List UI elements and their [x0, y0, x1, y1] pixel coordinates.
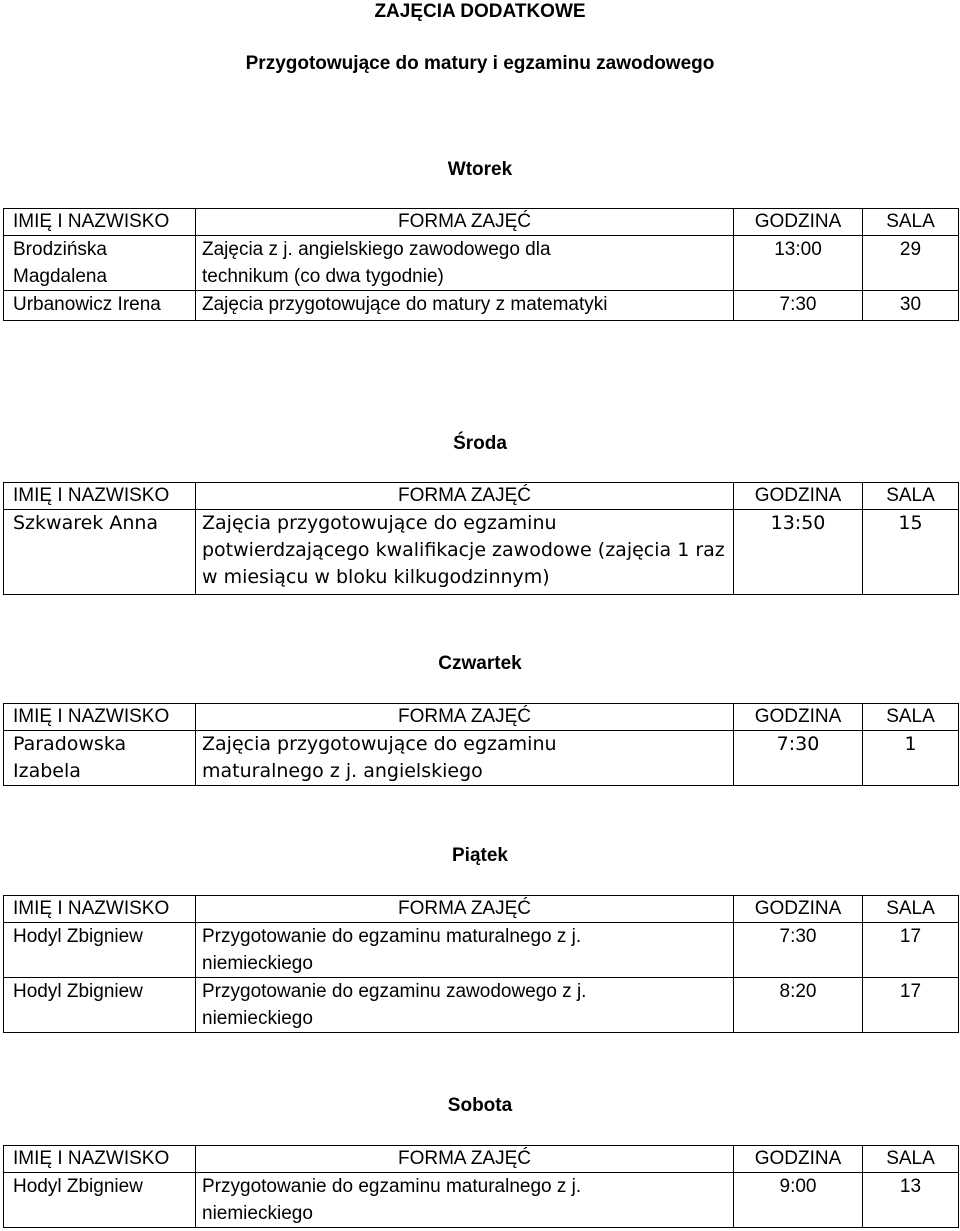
- header-form: FORMA ZAJĘĆ: [196, 704, 734, 731]
- header-name: IMIĘ I NAZWISKO: [4, 483, 196, 510]
- row-room: 17: [863, 923, 959, 978]
- row-name: Hodyl Zbigniew: [4, 978, 196, 1033]
- day-heading-wednesday: Środa: [453, 433, 507, 454]
- row-form: Zajęcia przygotowujące do matury z matematyki: [196, 291, 734, 321]
- table-row: [4, 1173, 959, 1228]
- header-room: SALA: [863, 896, 959, 923]
- row-name: Szkwarek Anna: [4, 510, 196, 595]
- day-heading-saturday: Sobota: [447, 1095, 513, 1116]
- row-time: 7:30: [734, 923, 863, 978]
- row-room: 13: [863, 1173, 959, 1228]
- row-name: Urbanowicz Irena: [4, 291, 196, 321]
- schedule-table-thursday: [3, 703, 959, 786]
- row-name: Brodzińska Magdalena: [4, 236, 196, 291]
- header-name: IMIĘ I NAZWISKO: [4, 704, 196, 731]
- row-room: 1: [863, 731, 959, 786]
- table-row: [4, 291, 959, 321]
- header-room: SALA: [863, 1146, 959, 1173]
- page-subtitle: Przygotowujące do matury i egzaminu zawodowego: [245, 53, 715, 74]
- row-name: Hodyl Zbigniew: [4, 923, 196, 978]
- row-form: Zajęcia przygotowujące do egzaminu potwierdzającego kwalifikacje zawodowe (zajęcia 1 raz w miesiącu w bloku kilkugodzinnym): [196, 510, 734, 595]
- header-form: FORMA ZAJĘĆ: [196, 483, 734, 510]
- day-heading-friday: Piątek: [452, 845, 508, 866]
- header-name: IMIĘ I NAZWISKO: [4, 1146, 196, 1173]
- header-time: GODZINA: [734, 1146, 863, 1173]
- header-room: SALA: [863, 704, 959, 731]
- header-time: GODZINA: [734, 209, 863, 236]
- header-room: SALA: [863, 209, 959, 236]
- table-row: [4, 510, 959, 595]
- row-time: 7:30: [734, 731, 863, 786]
- row-room: 29: [863, 236, 959, 291]
- header-time: GODZINA: [734, 483, 863, 510]
- table-row: [4, 731, 959, 786]
- day-heading-thursday: Czwartek: [438, 653, 522, 674]
- row-time: 8:20: [734, 978, 863, 1033]
- row-room: 17: [863, 978, 959, 1033]
- row-room: 30: [863, 291, 959, 321]
- row-time: 13:00: [734, 236, 863, 291]
- header-form: FORMA ZAJĘĆ: [196, 896, 734, 923]
- row-form: Zajęcia z j. angielskiego zawodowego dla technikum (co dwa tygodnie): [196, 236, 734, 291]
- header-form: FORMA ZAJĘĆ: [196, 209, 734, 236]
- table-row: [4, 236, 959, 291]
- schedule-table-wednesday: [3, 482, 959, 595]
- row-time: 13:50: [734, 510, 863, 595]
- schedule-table-tuesday: [3, 208, 959, 321]
- table-row: [4, 923, 959, 978]
- row-time: 7:30: [734, 291, 863, 321]
- header-form: FORMA ZAJĘĆ: [196, 1146, 734, 1173]
- row-form: Zajęcia przygotowujące do egzaminu maturalnego z j. angielskiego: [196, 731, 734, 786]
- row-time: 9:00: [734, 1173, 863, 1228]
- table-header-row: [4, 896, 959, 923]
- day-heading-tuesday: Wtorek: [447, 159, 513, 180]
- table-header-row: [4, 483, 959, 510]
- table-header-row: [4, 1146, 959, 1173]
- table-header-row: [4, 704, 959, 731]
- schedule-table-friday: [3, 895, 959, 1033]
- row-name: Hodyl Zbigniew: [4, 1173, 196, 1228]
- schedule-table-saturday: [3, 1145, 959, 1228]
- page-title: ZAJĘCIA DODATKOWE: [374, 1, 586, 22]
- header-name: IMIĘ I NAZWISKO: [4, 896, 196, 923]
- row-form: Przygotowanie do egzaminu zawodowego z j. niemieckiego: [196, 978, 734, 1033]
- table-row: [4, 978, 959, 1033]
- header-time: GODZINA: [734, 704, 863, 731]
- header-time: GODZINA: [734, 896, 863, 923]
- row-name: Paradowska Izabela: [4, 731, 196, 786]
- table-header-row: [4, 209, 959, 236]
- row-room: 15: [863, 510, 959, 595]
- header-room: SALA: [863, 483, 959, 510]
- header-name: IMIĘ I NAZWISKO: [4, 209, 196, 236]
- row-form: Przygotowanie do egzaminu maturalnego z j. niemieckiego: [196, 1173, 734, 1228]
- row-form: Przygotowanie do egzaminu maturalnego z j. niemieckiego: [196, 923, 734, 978]
